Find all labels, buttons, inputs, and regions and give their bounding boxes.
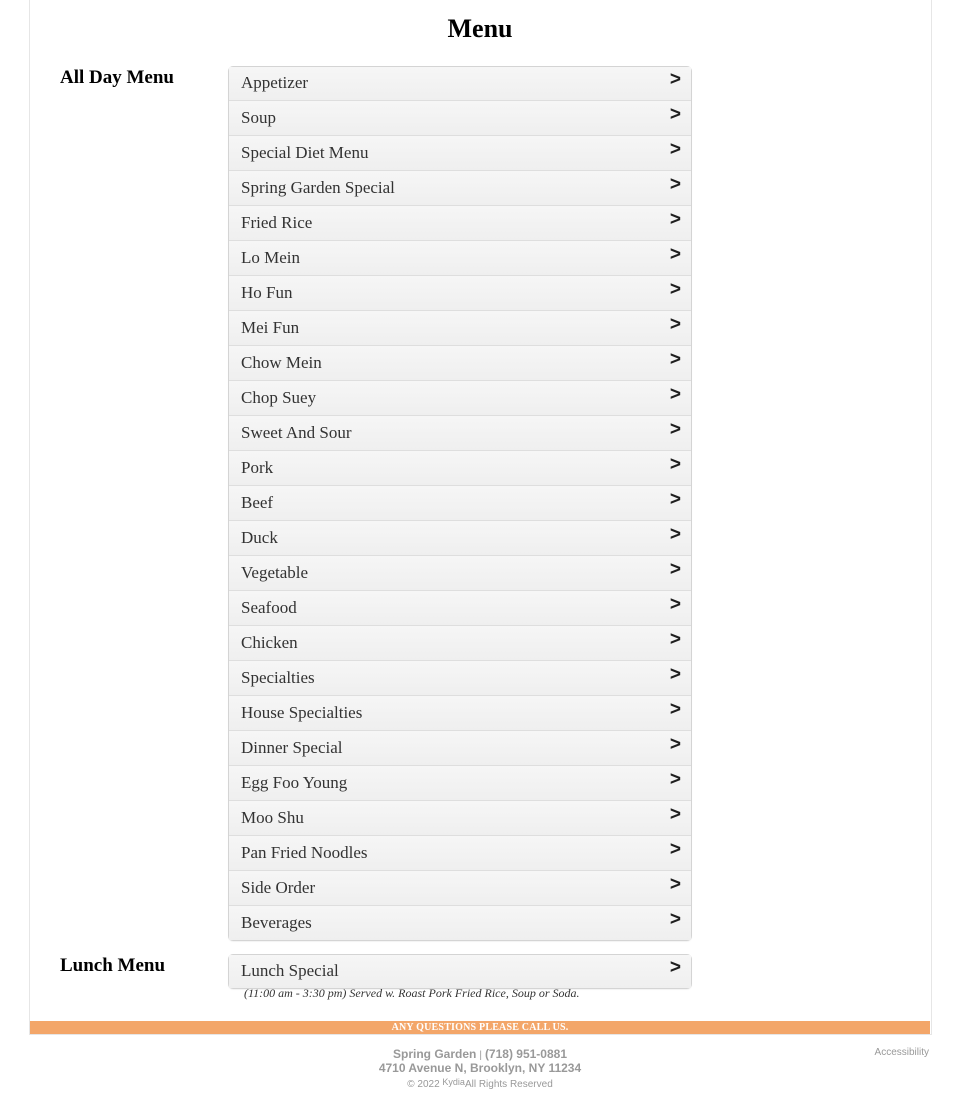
menu-item-label: Pork — [241, 458, 274, 477]
menu-item-label: Chop Suey — [241, 388, 317, 407]
menu-item-label: Seafood — [241, 598, 297, 617]
lunch-menu-title: Lunch Menu — [60, 955, 166, 976]
menu-item-beverages[interactable] — [229, 905, 691, 940]
menu-item-label: Ho Fun — [241, 283, 293, 302]
page-title: Menu — [447, 14, 513, 43]
call-us-notice: ANY QUESTIONS PLEASE CALL US. — [30, 1021, 930, 1034]
restaurant-name: Spring Garden — [392, 1047, 477, 1061]
menu-item-side-order[interactable] — [229, 870, 691, 905]
menu-item-label: Egg Foo Young — [241, 773, 348, 792]
menu-item-seafood[interactable] — [229, 590, 691, 625]
menu-item-special-diet-menu[interactable] — [229, 135, 691, 170]
chevron-right-icon: > — [669, 174, 681, 195]
chevron-right-icon: > — [669, 839, 681, 860]
chevron-right-icon: > — [669, 209, 681, 230]
menu-item-pork[interactable] — [229, 450, 691, 485]
menu-item-label: Pan Fried Noodles — [241, 843, 368, 862]
chevron-right-icon: > — [669, 874, 681, 895]
chevron-right-icon: > — [669, 489, 681, 510]
menu-item-label: Appetizer — [241, 73, 309, 92]
menu-item-label: Sweet And Sour — [241, 423, 352, 442]
chevron-right-icon: > — [669, 524, 681, 545]
all-day-menu-title: All Day Menu — [60, 67, 174, 88]
chevron-right-icon: > — [669, 69, 681, 90]
phone-link[interactable]: (718) 951-0881 — [484, 1047, 567, 1061]
menu-item-egg-foo-young[interactable] — [229, 765, 691, 800]
menu-item-label: Mei Fun — [241, 318, 300, 337]
chevron-right-icon: > — [669, 454, 681, 475]
chevron-right-icon: > — [669, 314, 681, 335]
chevron-right-icon: > — [669, 957, 681, 978]
menu-item-label: Special Diet Menu — [241, 143, 369, 162]
lunch-menu-list — [228, 954, 692, 1000]
menu-item-pan-fried-noodles[interactable] — [229, 835, 691, 870]
chevron-right-icon: > — [669, 349, 681, 370]
chevron-right-icon: > — [669, 139, 681, 160]
accessibility-link[interactable]: Accessibility — [874, 1047, 929, 1058]
chevron-right-icon: > — [669, 769, 681, 790]
menu-item-ho-fun[interactable] — [229, 275, 691, 310]
footer-separator: | — [479, 1050, 482, 1061]
menu-item-label: Side Order — [241, 878, 316, 897]
menu-item-label: Beverages — [241, 913, 312, 932]
menu-item-label: Chicken — [241, 633, 298, 652]
menu-item-house-specialties[interactable] — [229, 695, 691, 730]
chevron-right-icon: > — [669, 419, 681, 440]
menu-item-description: (11:00 am - 3:30 pm) Served w. Roast Pork Fried Rice, Soup or Soda. — [244, 986, 580, 1000]
menu-item-lo-mein[interactable] — [229, 240, 691, 275]
footer-copyright — [0, 1077, 960, 1092]
menu-item-label: Spring Garden Special — [241, 178, 395, 197]
menu-item-label: House Specialties — [241, 703, 363, 722]
chevron-right-icon: > — [669, 664, 681, 685]
menu-item-label: Vegetable — [241, 563, 309, 582]
menu-item-chow-mein[interactable] — [229, 345, 691, 380]
menu-item-sweet-and-sour[interactable] — [229, 415, 691, 450]
menu-item-chop-suey[interactable] — [229, 380, 691, 415]
menu-item-vegetable[interactable] — [229, 555, 691, 590]
chevron-right-icon: > — [669, 909, 681, 930]
all-day-menu-list — [228, 66, 692, 941]
copyright-text: © 2022 — [407, 1079, 440, 1090]
menu-item-label: Lunch Special — [241, 961, 339, 980]
menu-item-chicken[interactable] — [229, 625, 691, 660]
chevron-right-icon: > — [669, 804, 681, 825]
menu-item-label: Specialties — [241, 668, 315, 687]
menu-item-label: Dinner Special — [241, 738, 343, 757]
menu-item-soup[interactable] — [229, 100, 691, 135]
menu-item-fried-rice[interactable] — [229, 205, 691, 240]
menu-item-specialties[interactable] — [229, 660, 691, 695]
menu-item-label: Chow Mein — [241, 353, 322, 372]
chevron-right-icon: > — [669, 104, 681, 125]
chevron-right-icon: > — [669, 559, 681, 580]
chevron-right-icon: > — [669, 629, 681, 650]
rights-text: All Rights Reserved — [464, 1079, 553, 1090]
chevron-right-icon: > — [669, 244, 681, 265]
menu-item-label: Fried Rice — [241, 213, 313, 232]
menu-item-mei-fun[interactable] — [229, 310, 691, 345]
chevron-right-icon: > — [669, 594, 681, 615]
menu-item-label: Moo Shu — [241, 808, 304, 827]
menu-item-duck[interactable] — [229, 520, 691, 555]
chevron-right-icon: > — [669, 384, 681, 405]
kydia-link[interactable]: Kydia — [442, 1077, 465, 1087]
menu-item-appetizer[interactable] — [229, 67, 691, 100]
menu-item-label: Beef — [241, 493, 274, 512]
menu-item-lunch-special[interactable] — [229, 955, 691, 1000]
menu-item-label: Soup — [241, 108, 276, 127]
menu-item-dinner-special[interactable] — [229, 730, 691, 765]
menu-item-label: Duck — [241, 528, 278, 547]
chevron-right-icon: > — [669, 699, 681, 720]
chevron-right-icon: > — [669, 279, 681, 300]
menu-item-beef[interactable] — [229, 485, 691, 520]
menu-item-moo-shu[interactable] — [229, 800, 691, 835]
menu-item-label: Lo Mein — [241, 248, 301, 267]
chevron-right-icon: > — [669, 734, 681, 755]
menu-item-spring-garden-special[interactable] — [229, 170, 691, 205]
footer-address: 4710 Avenue N, Brooklyn, NY 11234 — [378, 1061, 582, 1075]
